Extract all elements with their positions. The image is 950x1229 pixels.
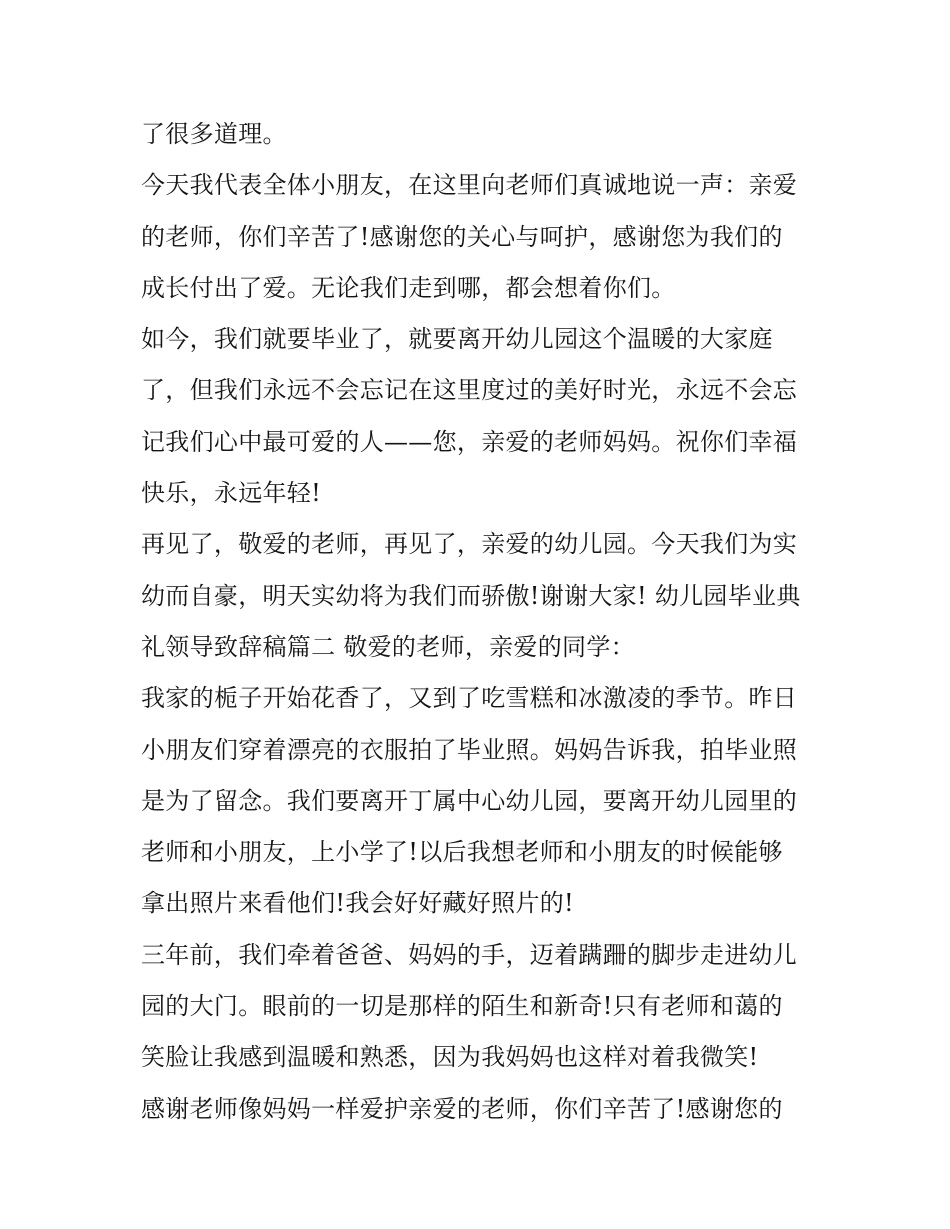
text-line: 成长付出了爱。无论我们走到哪，都会想着你们。: [141, 273, 676, 302]
text-line: 我家的栀子开始花香了，又到了吃雪糕和冰激凌的季节。昨日: [141, 684, 798, 713]
text-line: 礼领导致辞稿篇二 敬爱的老师，亲爱的同学：: [141, 632, 635, 661]
text-line: 了，但我们永远不会忘记在这里度过的美好时光，永远不会忘: [141, 376, 798, 405]
text-line: 三年前，我们牵着爸爸、妈妈的手，迈着蹒跚的脚步走进幼儿: [141, 940, 798, 969]
text-line: 笑脸让我感到温暖和熟悉，因为我妈妈也这样对着我微笑!: [141, 1043, 759, 1072]
text-line: 感谢老师像妈妈一样爱护亲爱的老师，你们辛苦了!感谢您的: [141, 1094, 783, 1123]
text-line: 记我们心中最可爱的人——您，亲爱的老师妈妈。祝你们幸福: [141, 427, 798, 456]
text-line: 是为了留念。我们要离开丁属中心幼儿园，要离开幼儿园里的: [141, 786, 798, 815]
text-line: 拿出照片来看他们!我会好好藏好照片的!: [141, 889, 574, 918]
text-line: 的老师，你们辛苦了!感谢您的关心与呵护，感谢您为我们的: [141, 222, 783, 251]
document-body: [141, 109, 831, 1135]
text-line: 了很多道理。: [141, 120, 287, 148]
text-line: 园的大门。眼前的一切是那样的陌生和新奇!只有老师和蔼的: [141, 992, 783, 1021]
text-line: 老师和小朋友，上小学了!以后我想老师和小朋友的时候能够: [141, 838, 783, 867]
text-line: 小朋友们穿着漂亮的衣服拍了毕业照。妈妈告诉我，拍毕业照: [141, 735, 798, 764]
text-line: 再见了，敬爱的老师，再见了，亲爱的幼儿园。今天我们为实: [141, 530, 798, 559]
text-line: 如今，我们就要毕业了，就要离开幼儿园这个温暖的大家庭: [141, 325, 773, 354]
text-line: 快乐，永远年轻!: [141, 479, 322, 508]
text-line: 今天我代表全体小朋友，在这里向老师们真诚地说一声：亲爱: [141, 171, 798, 200]
text-line: 幼而自豪，明天实幼将为我们而骄傲!谢谢大家! 幼儿园毕业典: [141, 581, 801, 610]
